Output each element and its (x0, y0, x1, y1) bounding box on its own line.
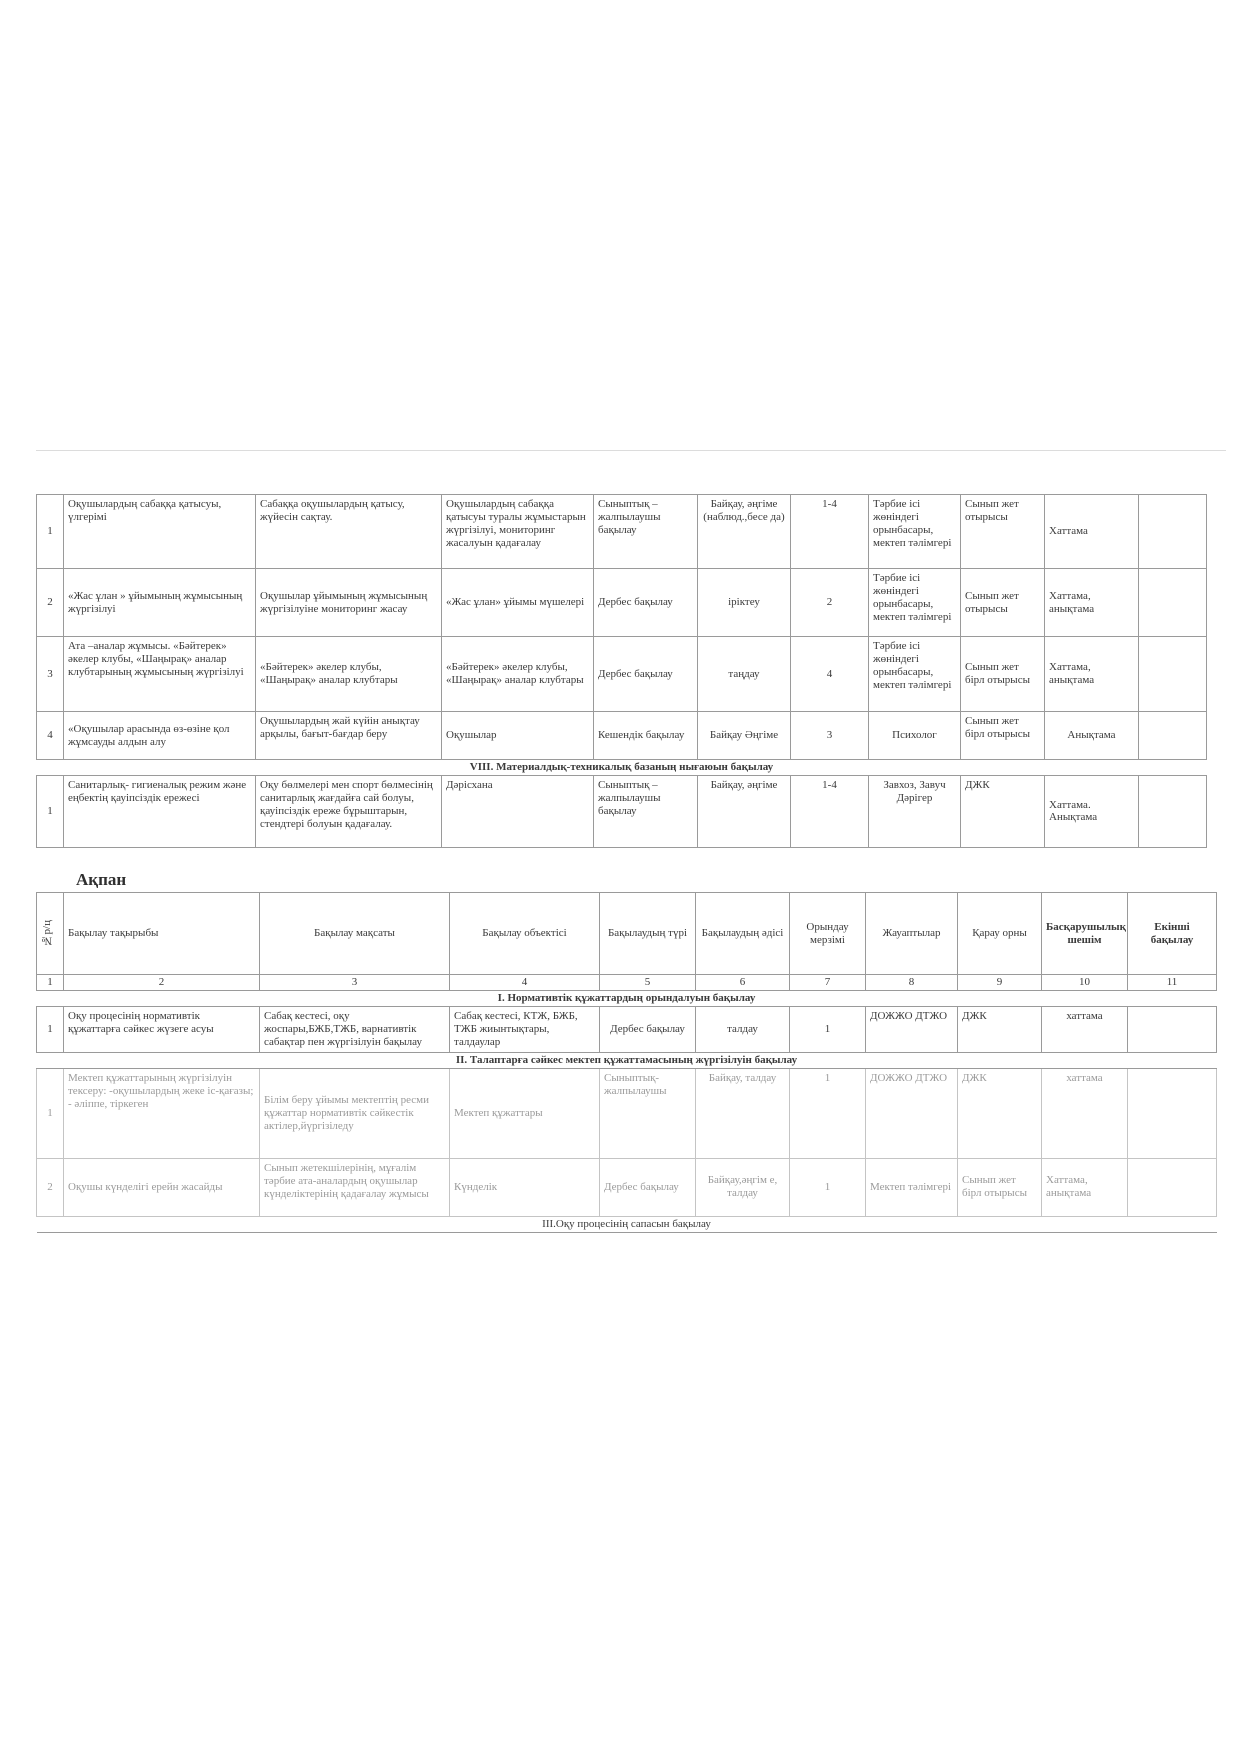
cell-method: Байқау,әңгім е, талдау (696, 1158, 790, 1216)
cell-decision: Хаттама, анықтама (1042, 1158, 1128, 1216)
cell-responsible: ДОЖЖО ДТЖО (866, 1006, 958, 1052)
table-row (37, 775, 1207, 847)
section-heading: VIII. Материалдық-техникалық базаның нығаюын бақылау (37, 760, 1207, 776)
cell-method: Байқау, талдау (696, 1068, 790, 1158)
cell-method: талдау (696, 1006, 790, 1052)
cell-responsible: Тәрбие ісі жөніндегі орынбасары, мектеп тәлімгері (869, 495, 961, 569)
row-number: 3 (37, 637, 64, 712)
section-heading: I. Нормативтік құжаттардың орындалуын бақылау (37, 990, 1217, 1006)
cell-decision: Хаттама (1045, 495, 1139, 569)
cell-object: Дәрісхана (442, 775, 594, 847)
cell-object: Оқушылардың сабаққа қатысуы туралы жұмыстарын жүргізілуі, мониторинг жасалуын қадағалау (442, 495, 594, 569)
cell-term: 1 (790, 1158, 866, 1216)
cell-type: Сыныптық-жалпылаушы (600, 1068, 696, 1158)
cell-term: 1-4 (791, 775, 869, 847)
cell-decision: Хаттама, анықтама (1045, 569, 1139, 637)
section-heading: III.Оқу процесінің сапасын бақылау (37, 1216, 1217, 1232)
cell-type: Дербес бақылау (594, 569, 698, 637)
cell-goal: Оқушылардың жай күйін анықтау арқылы, бағыт-бағдар беру (256, 712, 442, 760)
cell-term: 2 (791, 569, 869, 637)
table-row (37, 637, 1207, 712)
cell-term: 1 (790, 1006, 866, 1052)
section-heading: II. Талаптарға сәйкес мектеп құжаттамасының жүргізілуін бақылау (37, 1052, 1217, 1068)
cell-object: Оқушылар (442, 712, 594, 760)
header-object: Бақылау объектісі (450, 893, 600, 975)
row-number: 1 (37, 495, 64, 569)
table-row (37, 495, 1207, 569)
february-table (36, 892, 1217, 1233)
header-term: Орындау мерзімі (790, 893, 866, 975)
table-row (37, 569, 1207, 637)
header-goal: Бақылау мақсаты (260, 893, 450, 975)
cell-goal: Оқушылар ұйымының жұмысының жүргізілуіне мониторинг жасау (256, 569, 442, 637)
cell-place: Сынып жет отырысы (961, 495, 1045, 569)
cell-topic: Оқушы күнделігі ерейн жасайды (64, 1158, 260, 1216)
table-row (37, 1158, 1217, 1216)
cell-goal: Оқу бөлмелері мен спорт бөлмесінің санитарлық жағдайға сай болуы, қауіпсіздік ереже бұрыштарын, стендтері болуын қадағалау. (256, 775, 442, 847)
cell-method: Байқау, әңгіме (698, 775, 791, 847)
cell-place: ДЖК (958, 1068, 1042, 1158)
cell-goal: «Бәйтерек» әкелер клубы, «Шаңырақ» аналар клубтары (256, 637, 442, 712)
cell-responsible: Тәрбие ісі жөніндегі орынбасары, мектеп тәлімгері (869, 569, 961, 637)
index-row: 1 2 3 4 5 6 7 8 9 10 11 (37, 975, 1217, 991)
cell-topic: Мектеп құжаттарының жүргізілуін тексеру: -оқушылардың жеке іс-қағазы; - әліппе, тіркеген (64, 1068, 260, 1158)
cell-responsible: ДОЖЖО ДТЖО (866, 1068, 958, 1158)
cell-responsible: Тәрбие ісі жөніндегі орынбасары, мектеп тәлімгері (869, 637, 961, 712)
table-row (37, 712, 1207, 760)
cell-responsible: Психолог (869, 712, 961, 760)
cell-type: Сыныптық – жалпылаушы бақылау (594, 495, 698, 569)
row-number: 2 (37, 569, 64, 637)
cell-term: 1 (790, 1068, 866, 1158)
cell-type: Дербес бақылау (600, 1158, 696, 1216)
cell-goal: Сабақ кестесі, оқу жоспары,БЖБ,ТЖБ, варнативтік сабақтар пен жүргізілуін бақылау (260, 1006, 450, 1052)
cell-method: таңдау (698, 637, 791, 712)
upper-table (36, 494, 1207, 848)
cell-topic: Санитарлық- гигиеналық режим және еңбектің қауіпсіздік ережесі (64, 775, 256, 847)
cell-decision: хаттама (1042, 1068, 1128, 1158)
header-responsible: Жауаптылар (866, 893, 958, 975)
row-number: 1 (37, 775, 64, 847)
header-method: Бақылаудың әдісі (696, 893, 790, 975)
cell-type: Дербес бақылау (600, 1006, 696, 1052)
cell-term: 4 (791, 637, 869, 712)
cell-object: «Жас ұлан» ұйымы мүшелері (442, 569, 594, 637)
cell-goal: Сабаққа оқушылардың қатысу, жүйесін сақтау. (256, 495, 442, 569)
cell-goal: Білім беру ұйымы мектептің ресми құжаттар нормативтік сәйкестік актілер,йүргізіледу (260, 1068, 450, 1158)
cell-object: Сабақ кестесі, КТЖ, БЖБ, ТЖБ жиынтықтары, талдаулар (450, 1006, 600, 1052)
cell-topic: Ата –аналар жұмысы. «Бәйтерек» әкелер клубы, «Шаңырақ» аналар клубтарының жұмысының жүргізілуі (64, 637, 256, 712)
cell-decision: Хаттама. Анықтама (1045, 775, 1139, 847)
row-number: 4 (37, 712, 64, 760)
cell-decision: хаттама (1042, 1006, 1128, 1052)
row-number: 1 (37, 1068, 64, 1158)
cell-decision: Анықтама (1045, 712, 1139, 760)
cell-place: Сынып жет бірл отырысы (958, 1158, 1042, 1216)
cell-object: Күнделік (450, 1158, 600, 1216)
cell-type: Кешендік бақылау (594, 712, 698, 760)
header-second-control: Екінші бақылау (1128, 893, 1217, 975)
cell-place: ДЖК (961, 775, 1045, 847)
cell-responsible: Мектеп тәлімгері (866, 1158, 958, 1216)
header-type: Бақылаудың түрі (600, 893, 696, 975)
cell-place: Сынып жет бірл отырысы (961, 637, 1045, 712)
cell-decision: Хаттама, анықтама (1045, 637, 1139, 712)
document-sheet (36, 450, 1226, 1250)
scan-edge (36, 450, 1226, 451)
header-number: №р/ц (37, 893, 64, 975)
cell-method: іріктеу (698, 569, 791, 637)
table-row (37, 1006, 1217, 1052)
cell-object: Мектеп құжаттары (450, 1068, 600, 1158)
cell-topic: Оқу процесінің нормативтік құжаттарға сәйкес жүзеге асуы (64, 1006, 260, 1052)
cell-type: Сыныптық – жалпылаушы бақылау (594, 775, 698, 847)
cell-goal: Сынып жетекшілерінің, мұғалім тәрбие ата-аналардың оқушылар күнделіктерінің қадағалау жұмысы (260, 1158, 450, 1216)
cell-topic: «Жас ұлан » ұйымының жұмысының жүргізілуі (64, 569, 256, 637)
header-topic: Бақылау тақырыбы (64, 893, 260, 975)
cell-place: ДЖК (958, 1006, 1042, 1052)
cell-responsible: Завхоз, Завуч Дәрігер (869, 775, 961, 847)
table-row (37, 1068, 1217, 1158)
cell-object: «Бәйтерек» әкелер клубы, «Шаңырақ» аналар клубтары (442, 637, 594, 712)
cell-term: 1-4 (791, 495, 869, 569)
cell-method: Байқау, әңгіме (наблюд.,бесе да) (698, 495, 791, 569)
cell-topic: «Оқушылар арасында өз-өзіне қол жұмсауды алдын алу (64, 712, 256, 760)
cell-place: Сынып жет отырысы (961, 569, 1045, 637)
header-place: Қарау орны (958, 893, 1042, 975)
header-decision: Басқарушылық шешім (1042, 893, 1128, 975)
header-row (37, 893, 1217, 975)
row-number: 2 (37, 1158, 64, 1216)
cell-method: Байқау Әңгіме (698, 712, 791, 760)
cell-topic: Оқушылардың сабаққа қатысуы, үлгерімі (64, 495, 256, 569)
month-title: Ақпан (76, 870, 127, 889)
cell-place: Сынып жет бірл отырысы (961, 712, 1045, 760)
row-number: 1 (37, 1006, 64, 1052)
cell-term: 3 (791, 712, 869, 760)
cell-type: Дербес бақылау (594, 637, 698, 712)
